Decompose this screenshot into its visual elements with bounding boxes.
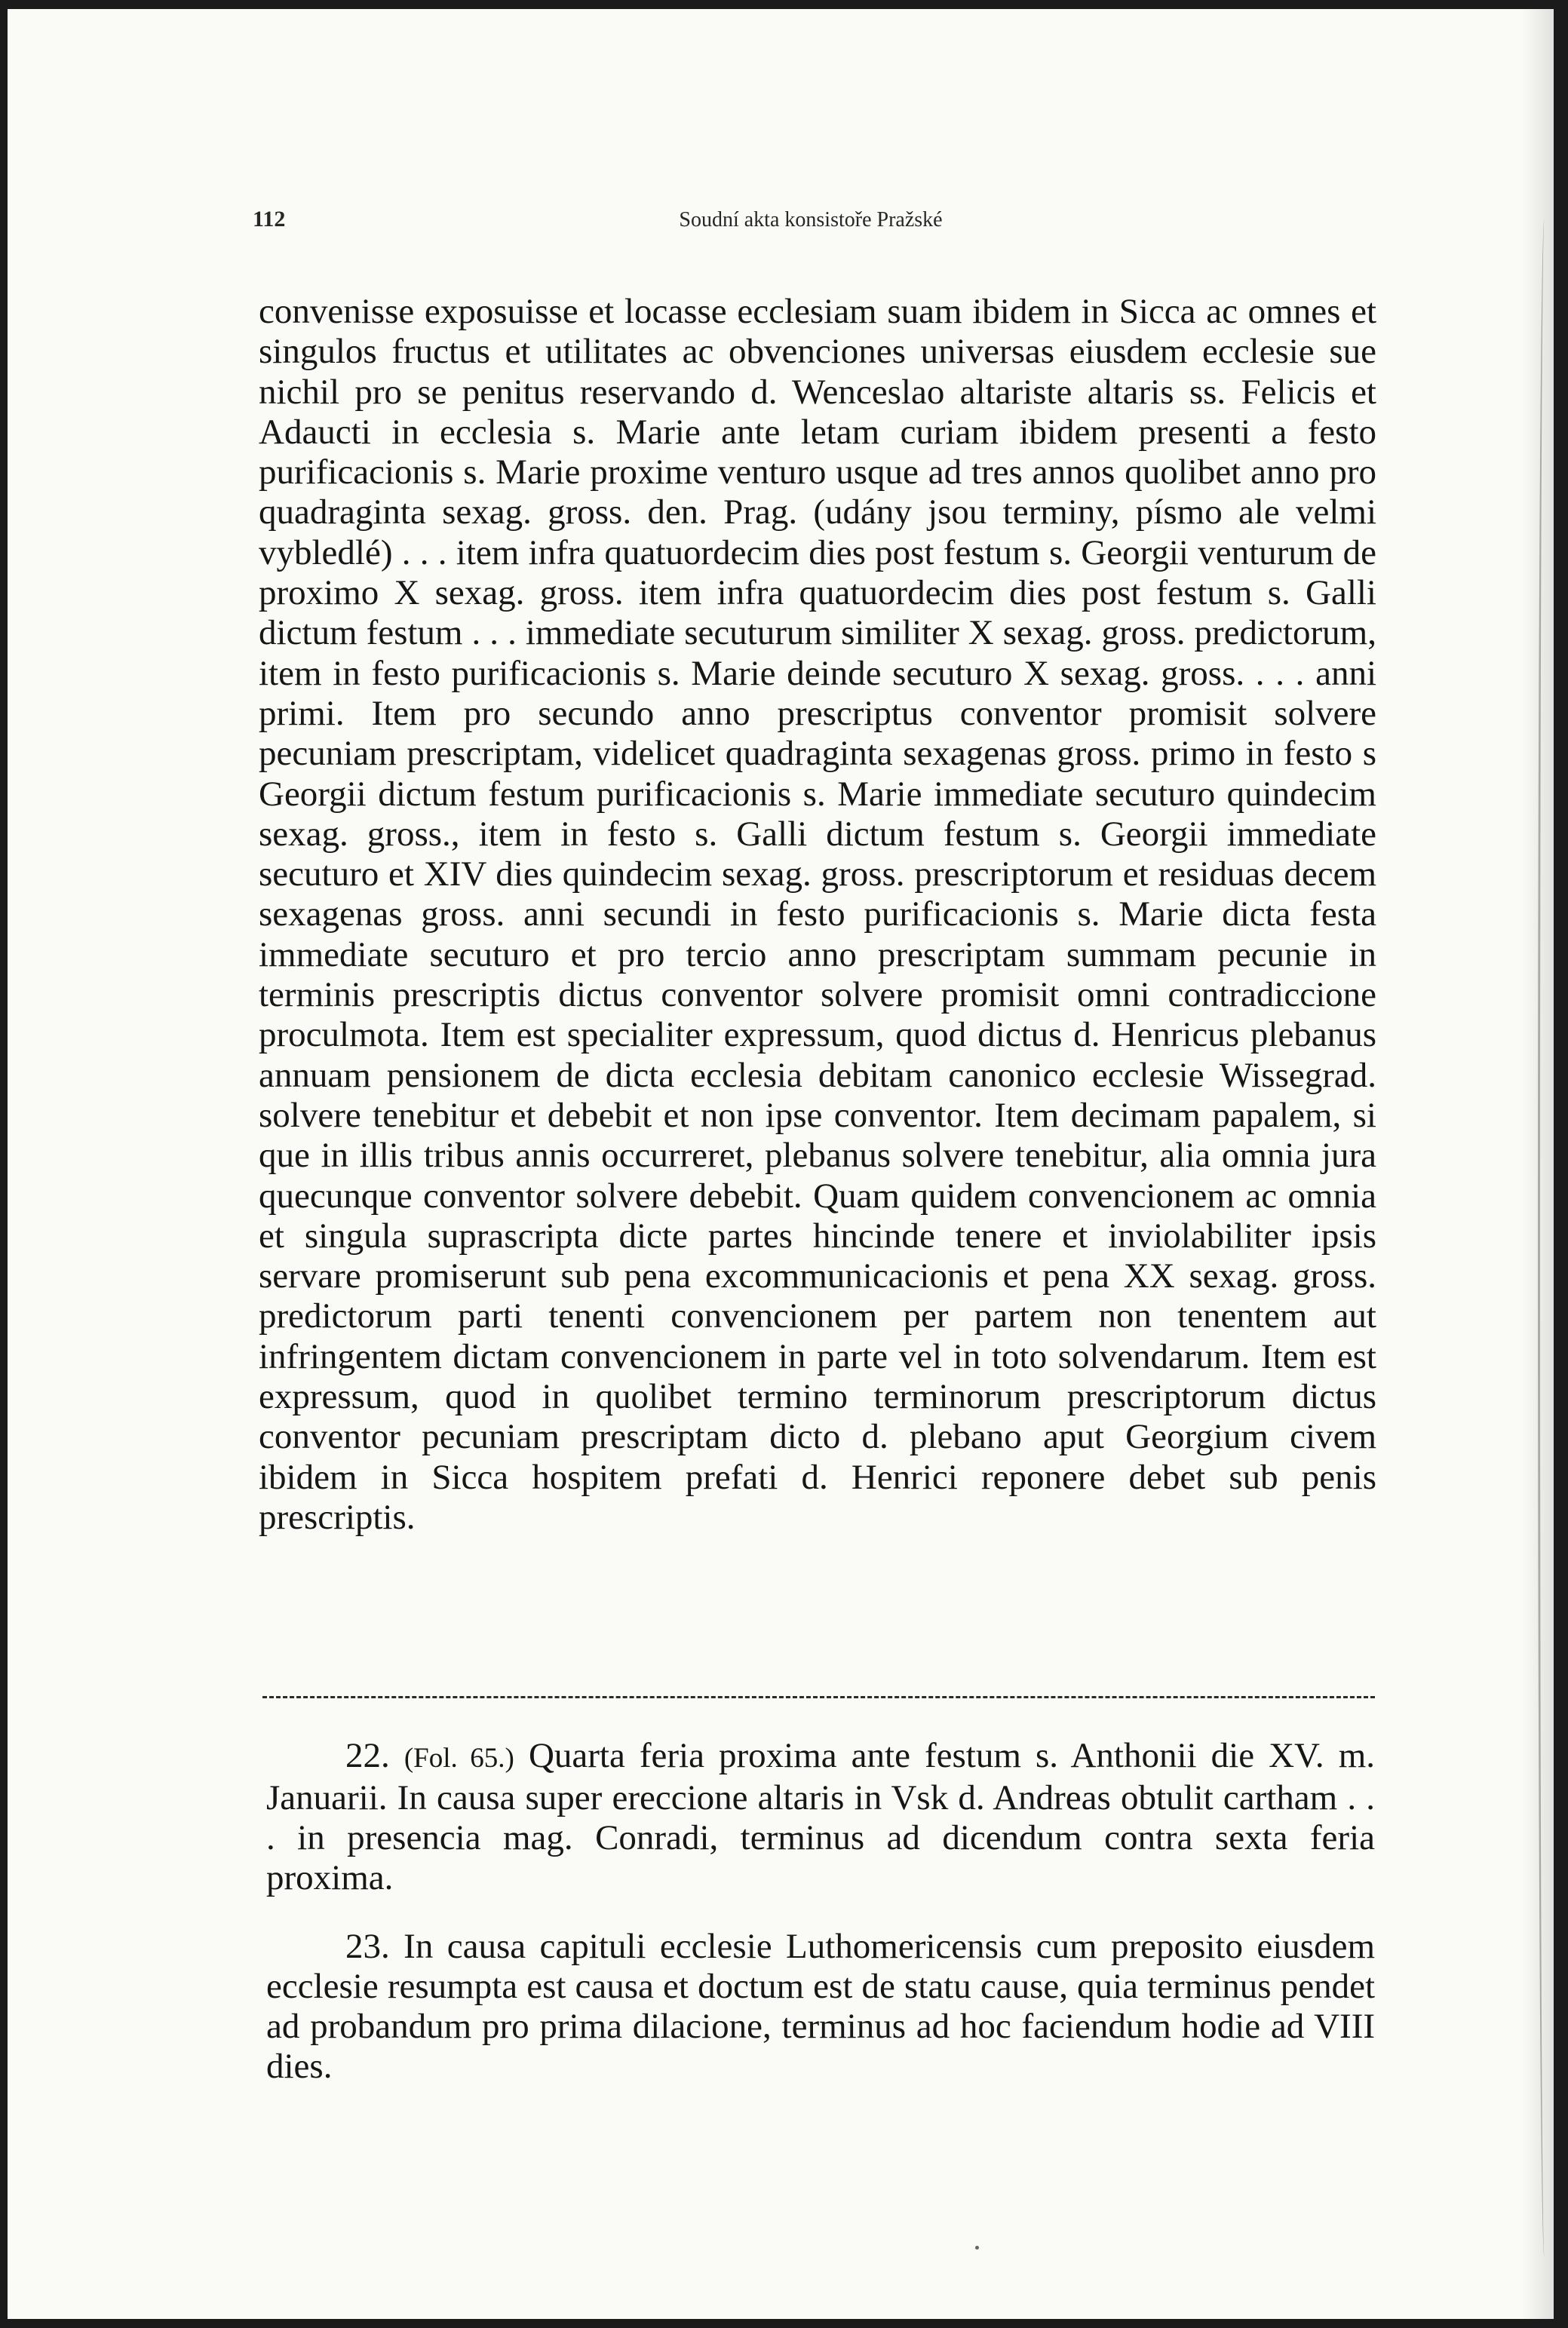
scan-speck [975, 2246, 979, 2250]
page-number: 112 [253, 207, 286, 232]
page-edge-curve [1538, 220, 1551, 2256]
entry-text: Quarta feria proxima ante festum s. Anthonii die XV. m. Januarii. In causa super ereccione altaris in Vsk d. Andreas obtulit cartham . . . in presencia mag. Conradi, terminus ad dicendum contra sexta feria proxima. [266, 1736, 1376, 1897]
folio-reference: (Fol. 65.) [404, 1743, 514, 1774]
document-page [8, 9, 1554, 2319]
entry-number: 22. [345, 1736, 390, 1775]
entry-text: In causa capituli ecclesie Luthomericensis cum preposito eiusdem ecclesie resumpta est causa et doctum est de statu cause, quia terminus pendet ad probandum pro prima dilacione, terminus ad hoc faciendum hodie ad VIII dies. [266, 1927, 1375, 2086]
entry-23 [266, 1927, 1375, 2087]
entry-22 [266, 1736, 1375, 1898]
section-separator [262, 1696, 1375, 1698]
running-title: Soudní akta konsistoře Pražské [679, 208, 943, 232]
entry-number: 23. [345, 1927, 390, 1966]
entries-list [266, 1736, 1375, 2115]
page-header [8, 207, 1554, 237]
body-paragraph: convenisse exposuisse et locasse ecclesiam suam ibidem in Sicca ac omnes et singulos fructus et utilitates ac obvenciones universas eiusdem ecclesie sue nichil pro se penitus reservando d. Wenceslao altariste altaris ss. Felicis et Adaucti in ecclesia s. Marie ante letam curiam ibidem presenti a festo purificacionis s. Marie proxime venturo usque ad tres annos quolibet anno pro quadraginta sexag. gross. den. Prag. (udány jsou terminy, písmo ale velmi vybledlé) . . . item infra quatuordecim dies post festum s. Georgii venturum de proximo X sexag. gross. item infra quatuordecim dies post festum s. Galli dictum festum . . . immediate secuturum similiter X sexag. gross. predictorum, item in festo purificacionis s. Marie deinde secuturo X sexag. gross. . . . anni primi. Item pro secundo anno prescriptus conventor promisit solvere pecuniam prescriptam, videlicet quadraginta sexagenas gross. primo in festo s Georgii dictum festum purificacionis s. Marie immediate secuturo quindecim sexag. gross., item in festo s. Galli dictum festum s. Georgii immediate secuturo et XIV dies quindecim sexag. gross. prescriptorum et residuas decem sexagenas gross. anni secundi in festo purificacionis s. Marie dicta festa immediate secuturo et pro tercio anno prescriptam summam pecunie in terminis prescriptis dictus conventor solvere promisit omni contradiccione proculmota. Item est specialiter expressum, quod dictus d. Henricus plebanus annuam pensionem de dicta ecclesia debitam canonico ecclesie Wissegrad. solvere tenebitur et debebit et non ipse conventor. Item decimam papalem, si que in illis tribus annis occurreret, plebanus solvere tenebitur, alia omnia jura quecunque conventor solvere debebit. Quam quidem convencionem ac omnia et singula suprascripta dicte partes hincinde tenere et inviolabiliter ipsis servare promiserunt sub pena excommunicacionis et pena XX sexag. gross. predictorum parti tenenti convencionem per partem non tenentem aut infringentem dictam convencionem in parte vel in toto solvendarum. Item est expressum, quod in quolibet termino terminorum prescriptorum dictus conventor pecuniam prescriptam dicto d. plebano aput Georgium civem ibidem in Sicca hospitem prefati d. Henrici reponere debet sub penis prescriptis. [259, 292, 1376, 1537]
main-text [259, 292, 1376, 1538]
